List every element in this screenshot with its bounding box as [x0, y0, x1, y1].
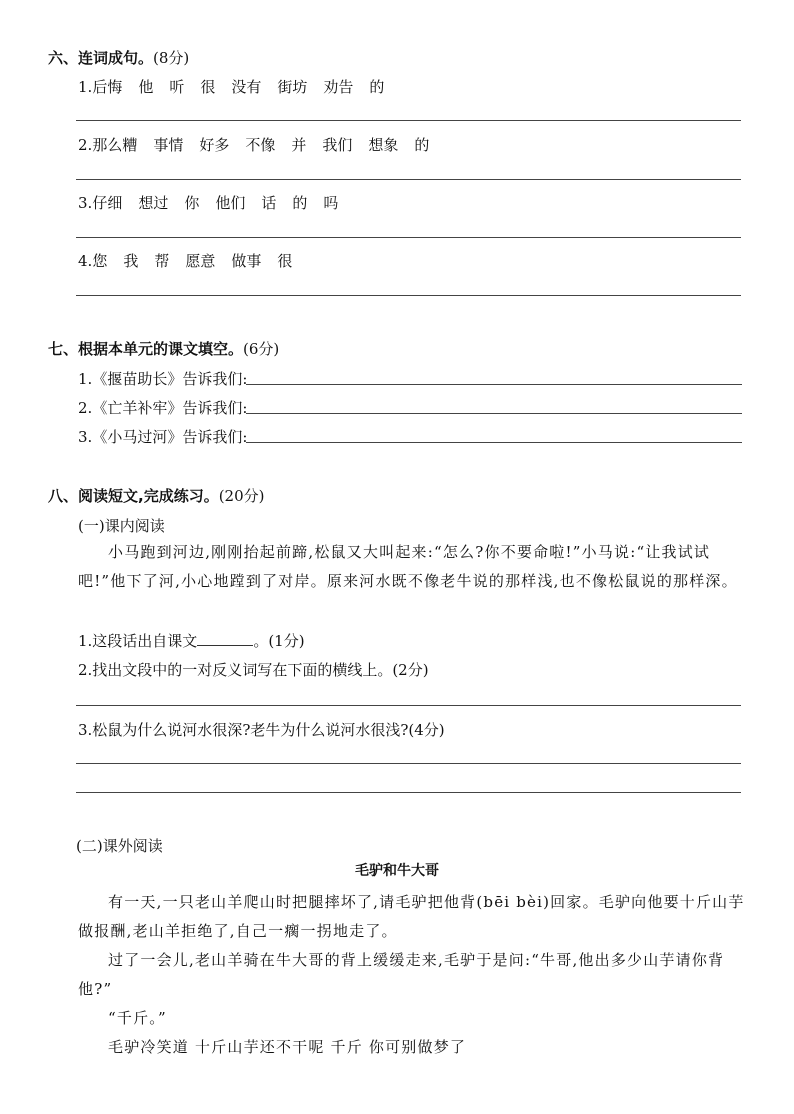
s8-question-1: [78, 630, 305, 651]
word: 街坊: [277, 78, 308, 96]
answer-line[interactable]: [76, 792, 741, 793]
word: 仔细: [92, 194, 123, 212]
section-6-points: (8分): [153, 49, 190, 67]
s7-item-1: [78, 368, 247, 389]
item-text: 《亡羊补牢》告诉我们:: [92, 399, 248, 417]
word: 不像: [245, 136, 276, 154]
answer-line[interactable]: [76, 179, 741, 180]
part-1-label: (一)课内阅读: [78, 517, 165, 535]
section-6-heading: [48, 47, 189, 68]
part-2-label: (二)课外阅读: [76, 837, 163, 855]
s6-question-3: [78, 192, 354, 213]
answer-line[interactable]: [76, 237, 741, 238]
item-number: 3.: [78, 428, 93, 446]
word: 的: [369, 78, 385, 96]
s8-question-2: 2.找出文段中的一对反义词写在下面的横线上。(2分): [78, 661, 429, 679]
word: 事情: [153, 136, 184, 154]
word: 做事: [231, 252, 262, 270]
reading-passage: 小马跑到河边,刚刚抬起前蹄,松鼠又大叫起来:“怎么?你不要命啦!”小马说:“让我试试吧!”他下了河,小心地蹚到了对岸。原来河水既不像老牛说的那样浅,也不像松鼠说的那样深。: [78, 543, 738, 590]
s6-question-1: [78, 76, 400, 97]
fill-blank[interactable]: [197, 631, 253, 646]
word: 好多: [199, 136, 230, 154]
s6-question-2: [78, 134, 445, 155]
word: 听: [169, 78, 185, 96]
word: 我们: [322, 136, 353, 154]
word: 他们: [215, 194, 246, 212]
word: 帮: [154, 252, 170, 270]
word: 您: [92, 252, 108, 270]
story-title: 毛驴和牛大哥: [355, 863, 439, 879]
answer-line[interactable]: [76, 763, 741, 764]
section-6-title: 六、连词成句。: [48, 49, 154, 67]
word: 话: [261, 194, 277, 212]
story-paragraph-4: 毛驴冷笑道 十斤山芋还不干呢 千斤 你可别做梦了: [108, 1038, 467, 1056]
section-7-heading: [48, 338, 279, 359]
item-number: 2.: [78, 399, 93, 417]
word: 的: [292, 194, 308, 212]
section-8-title: 八、阅读短文,完成练习。: [48, 487, 219, 505]
s7-item-3: [78, 426, 247, 447]
word: 没有: [231, 78, 262, 96]
word: 并: [291, 136, 307, 154]
word: 很: [277, 252, 293, 270]
fill-line[interactable]: [246, 442, 742, 443]
answer-line[interactable]: [76, 705, 741, 706]
word: 想过: [138, 194, 169, 212]
fill-line[interactable]: [246, 384, 742, 385]
answer-line[interactable]: [76, 120, 741, 121]
s8-question-3: 3.松鼠为什么说河水很深?老牛为什么说河水很浅?(4分): [78, 721, 445, 739]
section-8-heading: [48, 485, 265, 506]
item-text: 《小马过河》告诉我们:: [92, 428, 248, 446]
word: 想象: [368, 136, 399, 154]
word: 很: [200, 78, 216, 96]
story-paragraph-2: 过了一会儿,老山羊骑在牛大哥的背上缓缓走来,毛驴于是问:“牛哥,他出多少山芋请你背他?”: [78, 951, 725, 998]
section-7-title: 七、根据本单元的课文填空。: [48, 340, 244, 358]
word: 的: [414, 136, 430, 154]
question-number: 2.: [78, 136, 93, 154]
word: 那么糟: [92, 136, 138, 154]
word: 愿意: [185, 252, 216, 270]
story-paragraph-3: “千斤。”: [108, 1009, 167, 1027]
word: 我: [123, 252, 139, 270]
question-points: 。(1分): [253, 632, 305, 650]
question-number: 4.: [78, 252, 93, 270]
item-number: 1.: [78, 370, 93, 388]
s6-question-4: [78, 250, 308, 271]
answer-line[interactable]: [76, 295, 741, 296]
section-8-points: (20分): [218, 487, 265, 505]
word: 你: [184, 194, 200, 212]
word: 吗: [323, 194, 339, 212]
question-number: 1.: [78, 78, 93, 96]
question-number: 3.: [78, 194, 93, 212]
word: 他: [138, 78, 154, 96]
fill-line[interactable]: [246, 413, 742, 414]
section-7-points: (6分): [243, 340, 280, 358]
question-text: 1.这段话出自课文: [78, 632, 198, 650]
s7-item-2: [78, 397, 247, 418]
story-paragraph-1: 有一天,一只老山羊爬山时把腿摔坏了,请毛驴把他背(bēi bèi)回家。毛驴向他要十斤山芋做报酬,老山羊拒绝了,自己一瘸一拐地走了。: [78, 893, 745, 940]
word: 劝告: [323, 78, 354, 96]
word: 后悔: [92, 78, 123, 96]
item-text: 《揠苗助长》告诉我们:: [92, 370, 248, 388]
